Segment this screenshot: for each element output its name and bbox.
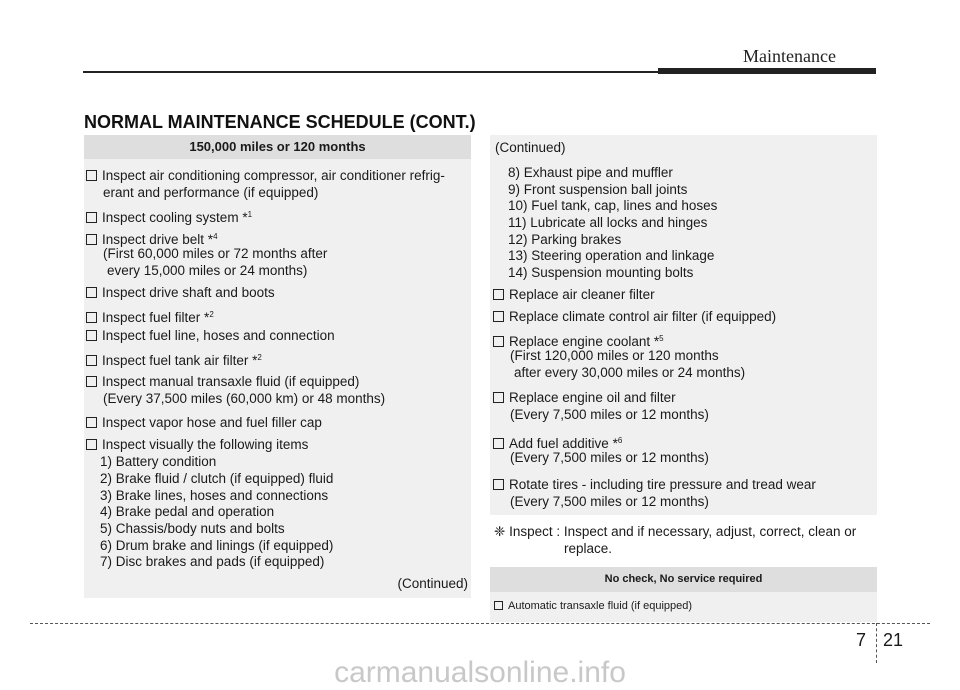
footer-divider [30,623,930,624]
list-item-continuation: (First 120,000 miles or 120 months [510,348,719,363]
checkbox-icon [493,479,504,490]
sub-list-item: 14) Suspension mounting bolts [508,265,694,280]
list-item-continuation: (Every 7,500 miles or 12 months) [510,450,709,465]
checkbox-icon [86,287,97,298]
sub-list-item: 9) Front suspension ball joints [508,182,688,197]
checkbox-icon [86,376,97,387]
checkbox-icon [493,311,504,322]
checkbox-icon [86,417,97,428]
checkbox-icon [86,234,97,245]
chapter-number: 7 [856,630,867,650]
sub-list-item: 13) Steering operation and linkage [508,248,715,263]
continued-label: (Continued) [397,576,468,591]
checkbox-icon [493,438,504,449]
list-item: Add fuel additive *$^6$ [493,432,622,452]
list-item-continuation: (Every 37,500 miles (60,000 km) or 48 months) [103,391,386,406]
page-heading: NORMAL MAINTENANCE SCHEDULE (CONT.) [84,112,476,132]
sub-list-item: 1) Battery condition [100,454,217,469]
list-item: Rotate tires - including tire pressure and tread wear [493,476,816,493]
checkbox-icon [86,330,97,341]
section-title: Maintenance [743,46,836,66]
list-item: Automatic transaxle fluid (if equipped) [494,598,692,615]
list-item: Inspect fuel filter *$^2$ [86,306,214,326]
list-item-continuation: (Every 7,500 miles or 12 months) [510,494,709,509]
sub-list-item: 3) Brake lines, hoses and connections [100,488,329,503]
list-item-continuation: (First 60,000 miles or 72 months after [103,246,328,261]
watermark: carmanualsonline.info [334,656,626,689]
list-item: Inspect air conditioning compressor, air conditioner refrig- [86,167,445,184]
list-item: Inspect drive shaft and boots [86,284,275,301]
list-item: Inspect drive belt *$^4$ [86,228,218,248]
list-item: Inspect fuel line, hoses and connection [86,327,335,344]
list-item: Inspect fuel tank air filter *$^2$ [86,349,262,369]
list-item: Replace engine oil and filter [493,389,676,406]
checkbox-icon [86,312,97,323]
list-item-continuation: (Every 7,500 miles or 12 months) [510,407,709,422]
sub-list-item: 2) Brake fluid / clutch (if equipped) fluid [100,471,334,486]
checkbox-icon [86,439,97,450]
checkbox-icon [493,289,504,300]
checkbox-icon [493,336,504,347]
page-number: 21 [883,630,904,650]
sub-list-item: 5) Chassis/body nuts and bolts [100,521,285,536]
list-item-continuation: after every 30,000 miles or 24 months) [514,365,746,380]
checkbox-icon [86,355,97,366]
checkbox-icon [494,601,503,610]
list-item: Inspect vapor hose and fuel filler cap [86,414,322,431]
list-item-continuation: every 15,000 miles or 24 months) [107,263,308,278]
list-item-continuation: erant and performance (if equipped) [103,185,319,200]
sub-list-item: 10) Fuel tank, cap, lines and hoses [508,198,718,213]
checkbox-icon [493,392,504,403]
sub-list-item: 8) Exhaust pipe and muffler [508,165,673,180]
no-check-title: No check, No service required [490,567,877,592]
checkbox-icon [86,170,97,181]
sub-list-item: 4) Brake pedal and operation [100,504,275,519]
continued-label: (Continued) [495,140,566,155]
header-rule-thin [83,71,658,73]
sub-list-item: 11) Lubricate all locks and hinges [508,215,708,230]
inspect-note: ❈ Inspect : Inspect and if necessary, adjust, correct, clean or replace. [494,524,857,556]
list-item: Replace engine coolant *$^5$ [493,330,664,350]
sub-list-item: 7) Disc brakes and pads (if equipped) [100,554,325,569]
header-rule-thick [658,68,876,74]
sub-list-item: 6) Drum brake and linings (if equipped) [100,538,334,553]
sub-list-item: 12) Parking brakes [508,232,622,247]
left-panel-title: 150,000 miles or 120 months [84,135,471,159]
list-item: Replace air cleaner filter [493,286,655,303]
list-item: Inspect cooling system *$^1$ [86,206,252,226]
list-item: Replace climate control air filter (if equipped) [493,308,776,325]
list-item: Inspect visually the following items [86,436,308,453]
list-item: Inspect manual transaxle fluid (if equipped) [86,373,359,390]
note-symbol-icon: ❈ [494,524,506,539]
checkbox-icon [86,212,97,223]
